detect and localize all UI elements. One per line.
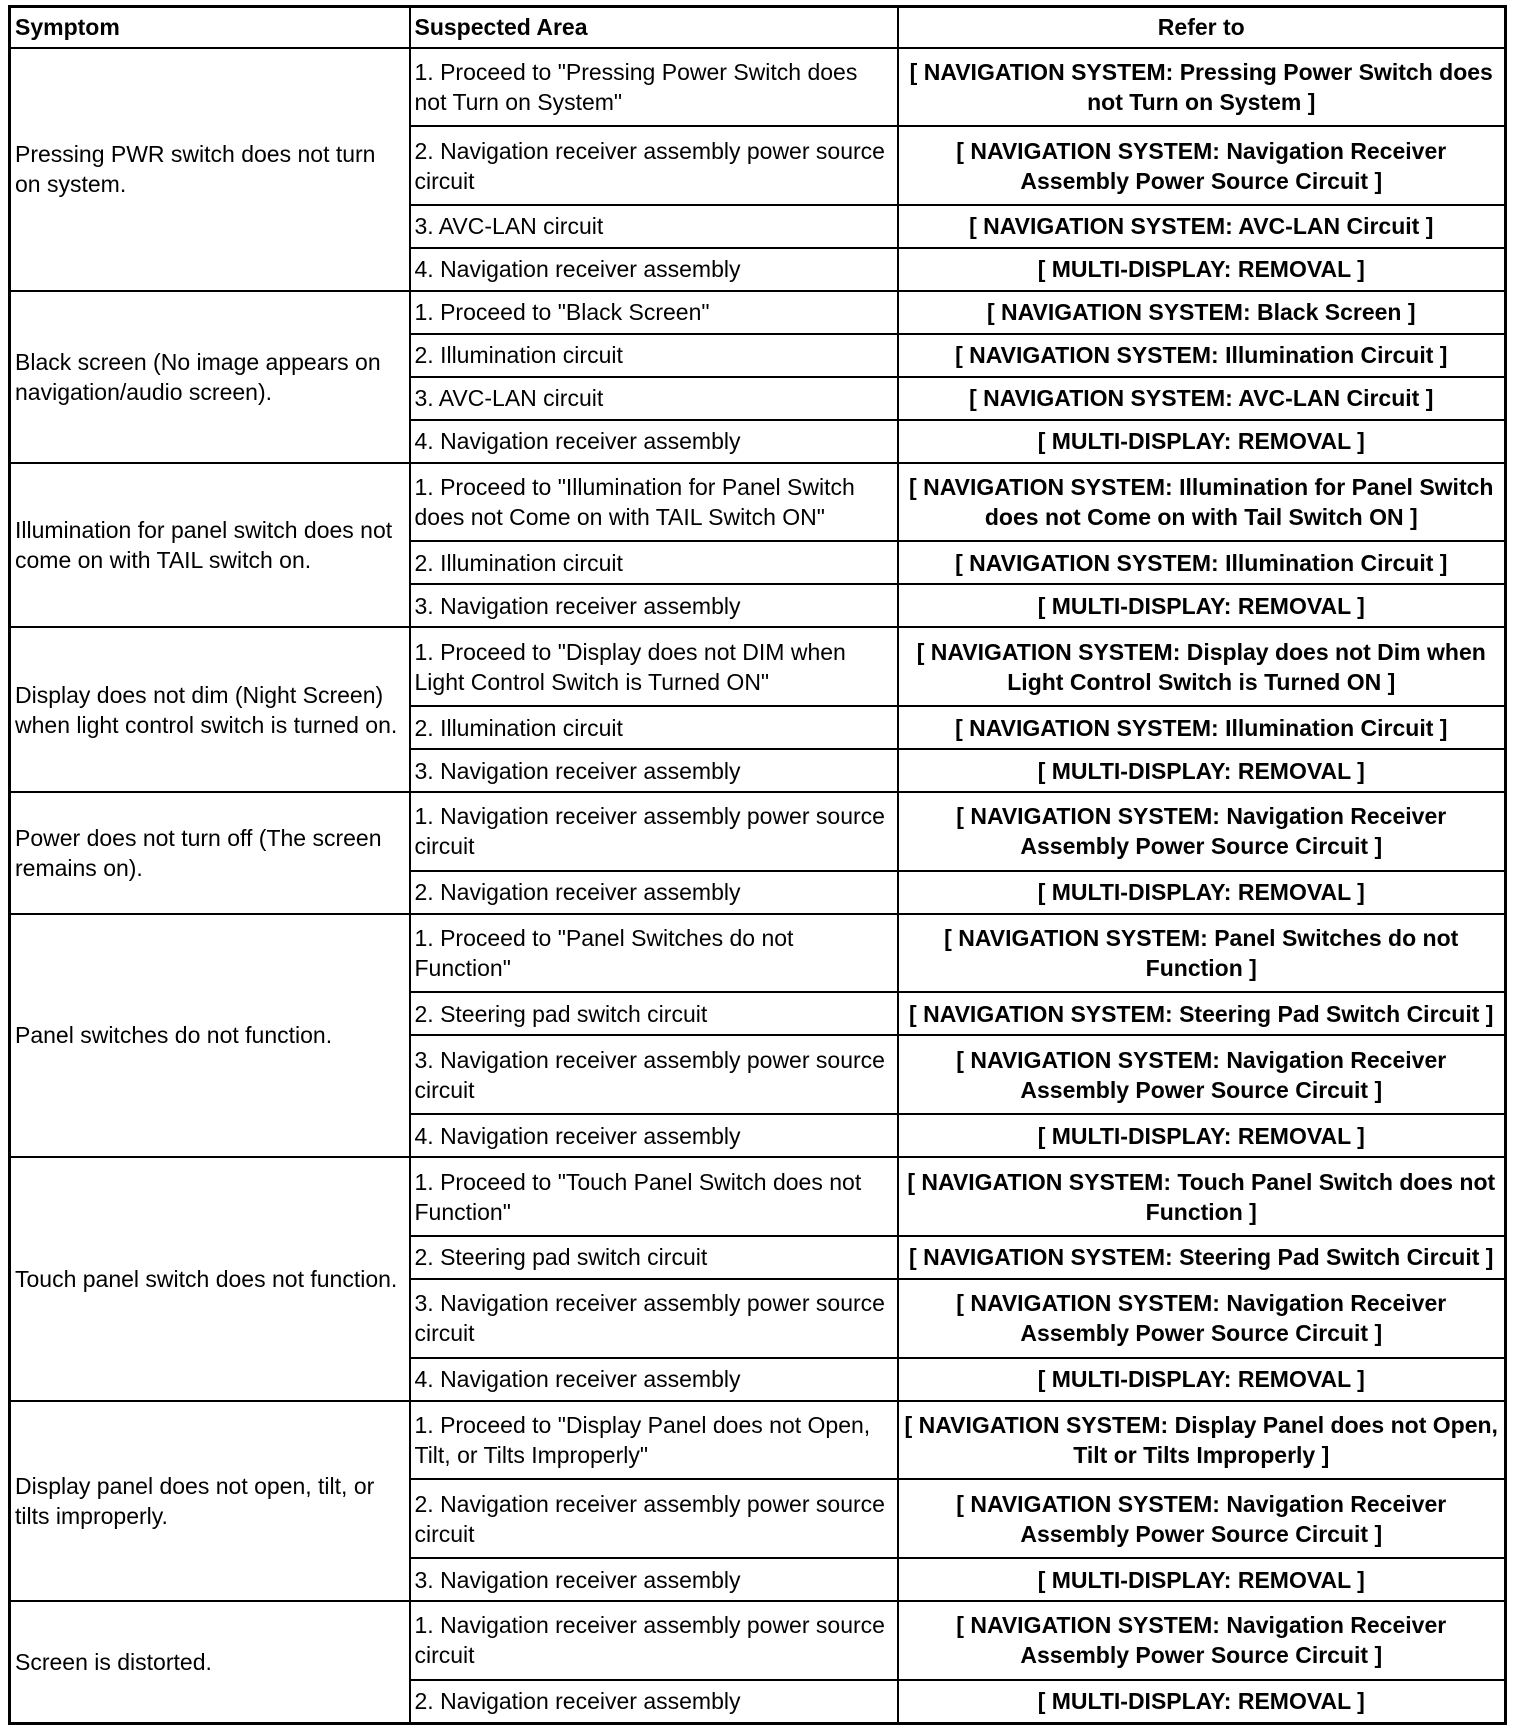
suspected-area-cell: 3. Navigation receiver assembly: [410, 584, 898, 627]
suspected-area-cell: 1. Proceed to "Illumination for Panel Switch does not Come on with TAIL Switch ON": [410, 463, 898, 542]
symptom-cell: Screen is distorted.: [10, 1601, 410, 1724]
refer-to-cell: [ MULTI-DISPLAY: REMOVAL ]: [898, 1358, 1506, 1401]
header-row: [10, 7, 1506, 48]
table-row: [10, 1401, 1506, 1480]
suspected-area-cell: 2. Steering pad switch circuit: [410, 992, 898, 1035]
refer-to-cell: [ MULTI-DISPLAY: REMOVAL ]: [898, 584, 1506, 627]
table-row: [10, 1157, 1506, 1236]
header-symptom: Symptom: [10, 7, 410, 48]
symptom-cell: Black screen (No image appears on navigation/audio screen).: [10, 291, 410, 463]
symptom-cell: Panel switches do not function.: [10, 914, 410, 1157]
symptom-cell: Display does not dim (Night Screen) when light control switch is turned on.: [10, 627, 410, 792]
suspected-area-cell: 1. Proceed to "Pressing Power Switch does not Turn on System": [410, 48, 898, 127]
symptom-cell: Touch panel switch does not function.: [10, 1157, 410, 1400]
suspected-area-cell: 2. Steering pad switch circuit: [410, 1236, 898, 1279]
refer-to-cell: [ MULTI-DISPLAY: REMOVAL ]: [898, 420, 1506, 463]
header-suspected-area: Suspected Area: [410, 7, 898, 48]
refer-to-cell: [ NAVIGATION SYSTEM: Display does not Dim when Light Control Switch is Turned ON ]: [898, 627, 1506, 706]
suspected-area-cell: 4. Navigation receiver assembly: [410, 420, 898, 463]
table-row: [10, 792, 1506, 871]
suspected-area-cell: 2. Navigation receiver assembly: [410, 1680, 898, 1724]
refer-to-cell: [ MULTI-DISPLAY: REMOVAL ]: [898, 871, 1506, 914]
table-row: [10, 914, 1506, 993]
refer-to-cell: [ NAVIGATION SYSTEM: AVC-LAN Circuit ]: [898, 205, 1506, 248]
suspected-area-cell: 3. Navigation receiver assembly: [410, 1558, 898, 1601]
table-body: [10, 48, 1506, 1724]
refer-to-cell: [ NAVIGATION SYSTEM: Navigation Receiver Assembly Power Source Circuit ]: [898, 1035, 1506, 1114]
refer-to-cell: [ NAVIGATION SYSTEM: Touch Panel Switch does not Function ]: [898, 1157, 1506, 1236]
suspected-area-cell: 3. Navigation receiver assembly power source circuit: [410, 1279, 898, 1358]
suspected-area-cell: 1. Proceed to "Panel Switches do not Function": [410, 914, 898, 993]
refer-to-cell: [ NAVIGATION SYSTEM: Black Screen ]: [898, 291, 1506, 334]
suspected-area-cell: 4. Navigation receiver assembly: [410, 1114, 898, 1157]
suspected-area-cell: 2. Navigation receiver assembly: [410, 871, 898, 914]
header-refer-to: Refer to: [898, 7, 1506, 48]
table-row: [10, 463, 1506, 542]
refer-to-cell: [ NAVIGATION SYSTEM: AVC-LAN Circuit ]: [898, 377, 1506, 420]
table-row: [10, 48, 1506, 127]
suspected-area-cell: 1. Navigation receiver assembly power source circuit: [410, 1601, 898, 1680]
suspected-area-cell: 4. Navigation receiver assembly: [410, 248, 898, 291]
symptom-cell: Power does not turn off (The screen remains on).: [10, 792, 410, 914]
table-row: [10, 291, 1506, 334]
table-row: [10, 1601, 1506, 1680]
troubleshooting-table: [8, 5, 1507, 1725]
refer-to-cell: [ MULTI-DISPLAY: REMOVAL ]: [898, 1680, 1506, 1724]
refer-to-cell: [ MULTI-DISPLAY: REMOVAL ]: [898, 1558, 1506, 1601]
suspected-area-cell: 1. Proceed to "Black Screen": [410, 291, 898, 334]
suspected-area-cell: 3. Navigation receiver assembly power source circuit: [410, 1035, 898, 1114]
symptom-cell: Illumination for panel switch does not come on with TAIL switch on.: [10, 463, 410, 628]
suspected-area-cell: 3. AVC-LAN circuit: [410, 377, 898, 420]
refer-to-cell: [ MULTI-DISPLAY: REMOVAL ]: [898, 248, 1506, 291]
refer-to-cell: [ NAVIGATION SYSTEM: Navigation Receiver Assembly Power Source Circuit ]: [898, 1279, 1506, 1358]
refer-to-cell: [ NAVIGATION SYSTEM: Display Panel does not Open, Tilt or Tilts Improperly ]: [898, 1401, 1506, 1480]
suspected-area-cell: 1. Proceed to "Display Panel does not Open, Tilt, or Tilts Improperly": [410, 1401, 898, 1480]
refer-to-cell: [ NAVIGATION SYSTEM: Panel Switches do not Function ]: [898, 914, 1506, 993]
suspected-area-cell: 1. Proceed to "Touch Panel Switch does not Function": [410, 1157, 898, 1236]
refer-to-cell: [ NAVIGATION SYSTEM: Navigation Receiver Assembly Power Source Circuit ]: [898, 792, 1506, 871]
refer-to-cell: [ MULTI-DISPLAY: REMOVAL ]: [898, 749, 1506, 792]
refer-to-cell: [ NAVIGATION SYSTEM: Steering Pad Switch Circuit ]: [898, 1236, 1506, 1279]
suspected-area-cell: 3. AVC-LAN circuit: [410, 205, 898, 248]
refer-to-cell: [ NAVIGATION SYSTEM: Illumination for Panel Switch does not Come on with Tail Switch ON ]: [898, 463, 1506, 542]
refer-to-cell: [ NAVIGATION SYSTEM: Illumination Circuit ]: [898, 334, 1506, 377]
symptom-cell: Pressing PWR switch does not turn on system.: [10, 48, 410, 291]
table-row: [10, 627, 1506, 706]
symptom-cell: Display panel does not open, tilt, or tilts improperly.: [10, 1401, 410, 1601]
refer-to-cell: [ NAVIGATION SYSTEM: Navigation Receiver Assembly Power Source Circuit ]: [898, 126, 1506, 205]
refer-to-cell: [ NAVIGATION SYSTEM: Navigation Receiver Assembly Power Source Circuit ]: [898, 1479, 1506, 1558]
suspected-area-cell: 2. Illumination circuit: [410, 334, 898, 377]
suspected-area-cell: 2. Navigation receiver assembly power source circuit: [410, 126, 898, 205]
suspected-area-cell: 2. Illumination circuit: [410, 541, 898, 584]
refer-to-cell: [ NAVIGATION SYSTEM: Illumination Circuit ]: [898, 706, 1506, 749]
suspected-area-cell: 1. Navigation receiver assembly power source circuit: [410, 792, 898, 871]
refer-to-cell: [ NAVIGATION SYSTEM: Navigation Receiver Assembly Power Source Circuit ]: [898, 1601, 1506, 1680]
suspected-area-cell: 1. Proceed to "Display does not DIM when Light Control Switch is Turned ON": [410, 627, 898, 706]
suspected-area-cell: 2. Navigation receiver assembly power source circuit: [410, 1479, 898, 1558]
refer-to-cell: [ NAVIGATION SYSTEM: Steering Pad Switch Circuit ]: [898, 992, 1506, 1035]
suspected-area-cell: 4. Navigation receiver assembly: [410, 1358, 898, 1401]
suspected-area-cell: 2. Illumination circuit: [410, 706, 898, 749]
suspected-area-cell: 3. Navigation receiver assembly: [410, 749, 898, 792]
refer-to-cell: [ NAVIGATION SYSTEM: Illumination Circuit ]: [898, 541, 1506, 584]
refer-to-cell: [ MULTI-DISPLAY: REMOVAL ]: [898, 1114, 1506, 1157]
refer-to-cell: [ NAVIGATION SYSTEM: Pressing Power Switch does not Turn on System ]: [898, 48, 1506, 127]
